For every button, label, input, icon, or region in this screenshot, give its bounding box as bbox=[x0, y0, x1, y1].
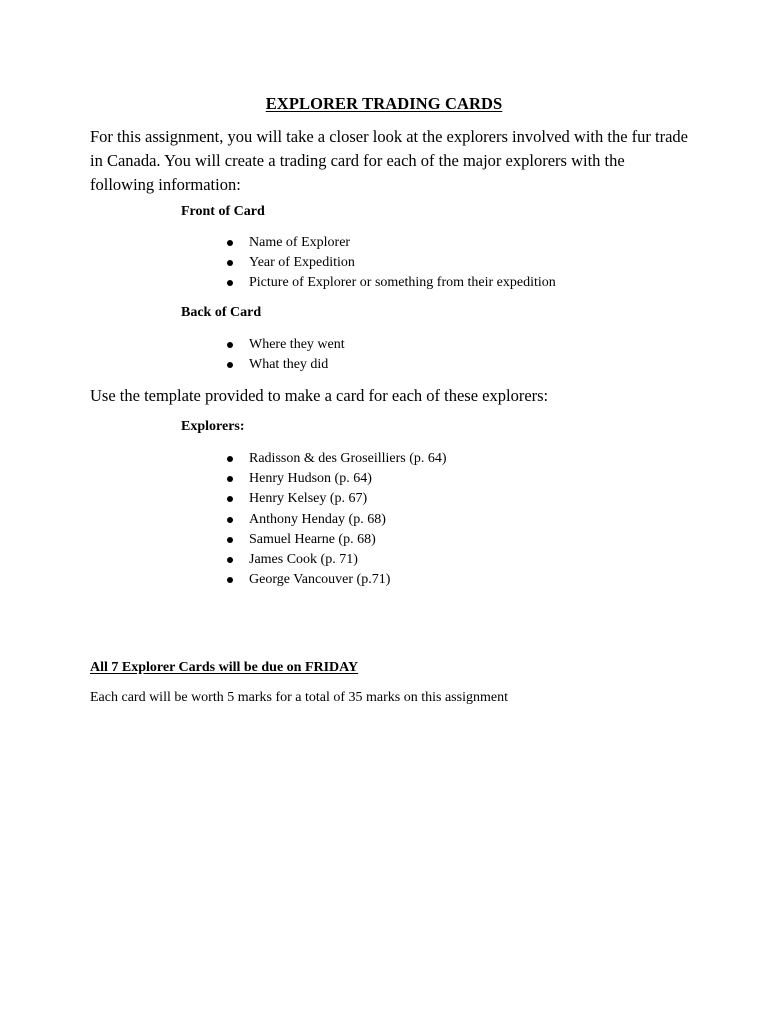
list-item-text: Henry Hudson (p. 64) bbox=[249, 471, 372, 487]
list-item-text: Where they went bbox=[249, 337, 345, 352]
list-item-text: Anthony Henday (p. 68) bbox=[249, 511, 386, 527]
list-item-text: Radisson & des Groseilliers (p. 64) bbox=[249, 451, 447, 466]
list-item-text: Name of Explorer bbox=[249, 235, 351, 250]
bullet-icon bbox=[227, 577, 233, 583]
list-item-text: Samuel Hearne (p. 68) bbox=[249, 531, 376, 547]
intro-paragraph: For this assignment, you will take a closer look at the explorers involved with the fur trade in Canada. You will create a trading card for each of the major explorers with the following information: bbox=[90, 127, 688, 194]
list-item bbox=[223, 469, 447, 489]
list-item-text: Picture of Explorer or something from their expedition bbox=[249, 275, 556, 291]
bullet-icon bbox=[227, 240, 233, 246]
list-item bbox=[223, 530, 447, 550]
list-item bbox=[223, 449, 447, 469]
front-of-card-list bbox=[223, 233, 556, 294]
document-title: EXPLORER TRADING CARDS bbox=[265, 94, 503, 113]
list-item bbox=[223, 273, 556, 293]
list-item-text: Year of Expedition bbox=[249, 255, 355, 271]
bullet-icon bbox=[227, 280, 233, 286]
instruction-text: Use the template provided to make a card for each of these explorers: bbox=[90, 386, 549, 405]
list-item-text: Henry Kelsey (p. 67) bbox=[249, 491, 368, 507]
list-item bbox=[223, 253, 556, 273]
list-item bbox=[223, 570, 447, 590]
list-item bbox=[223, 489, 447, 509]
bullet-icon bbox=[227, 476, 233, 482]
list-item bbox=[223, 335, 345, 355]
bullet-icon bbox=[227, 557, 233, 563]
bullet-icon bbox=[227, 496, 233, 502]
back-of-card-list bbox=[223, 335, 345, 375]
list-item bbox=[223, 550, 447, 570]
explorers-heading: Explorers: bbox=[181, 419, 245, 434]
list-item bbox=[223, 355, 345, 375]
back-of-card-heading: Back of Card bbox=[181, 305, 262, 320]
list-item bbox=[223, 510, 447, 530]
list-item bbox=[223, 233, 556, 253]
explorers-list bbox=[223, 449, 447, 590]
bullet-icon bbox=[227, 456, 233, 462]
bullet-icon bbox=[227, 362, 233, 368]
list-item-text: James Cook (p. 71) bbox=[249, 552, 358, 568]
bullet-icon bbox=[227, 537, 233, 543]
marks-note: Each card will be worth 5 marks for a total of 35 marks on this assignment bbox=[90, 690, 508, 705]
list-item-text: What they did bbox=[249, 357, 329, 373]
due-date-notice: All 7 Explorer Cards will be due on FRIDAY bbox=[90, 660, 359, 675]
bullet-icon bbox=[227, 517, 233, 523]
bullet-icon bbox=[227, 342, 233, 348]
list-item-text: George Vancouver (p.71) bbox=[249, 572, 391, 588]
front-of-card-heading: Front of Card bbox=[181, 204, 265, 219]
bullet-icon bbox=[227, 260, 233, 266]
